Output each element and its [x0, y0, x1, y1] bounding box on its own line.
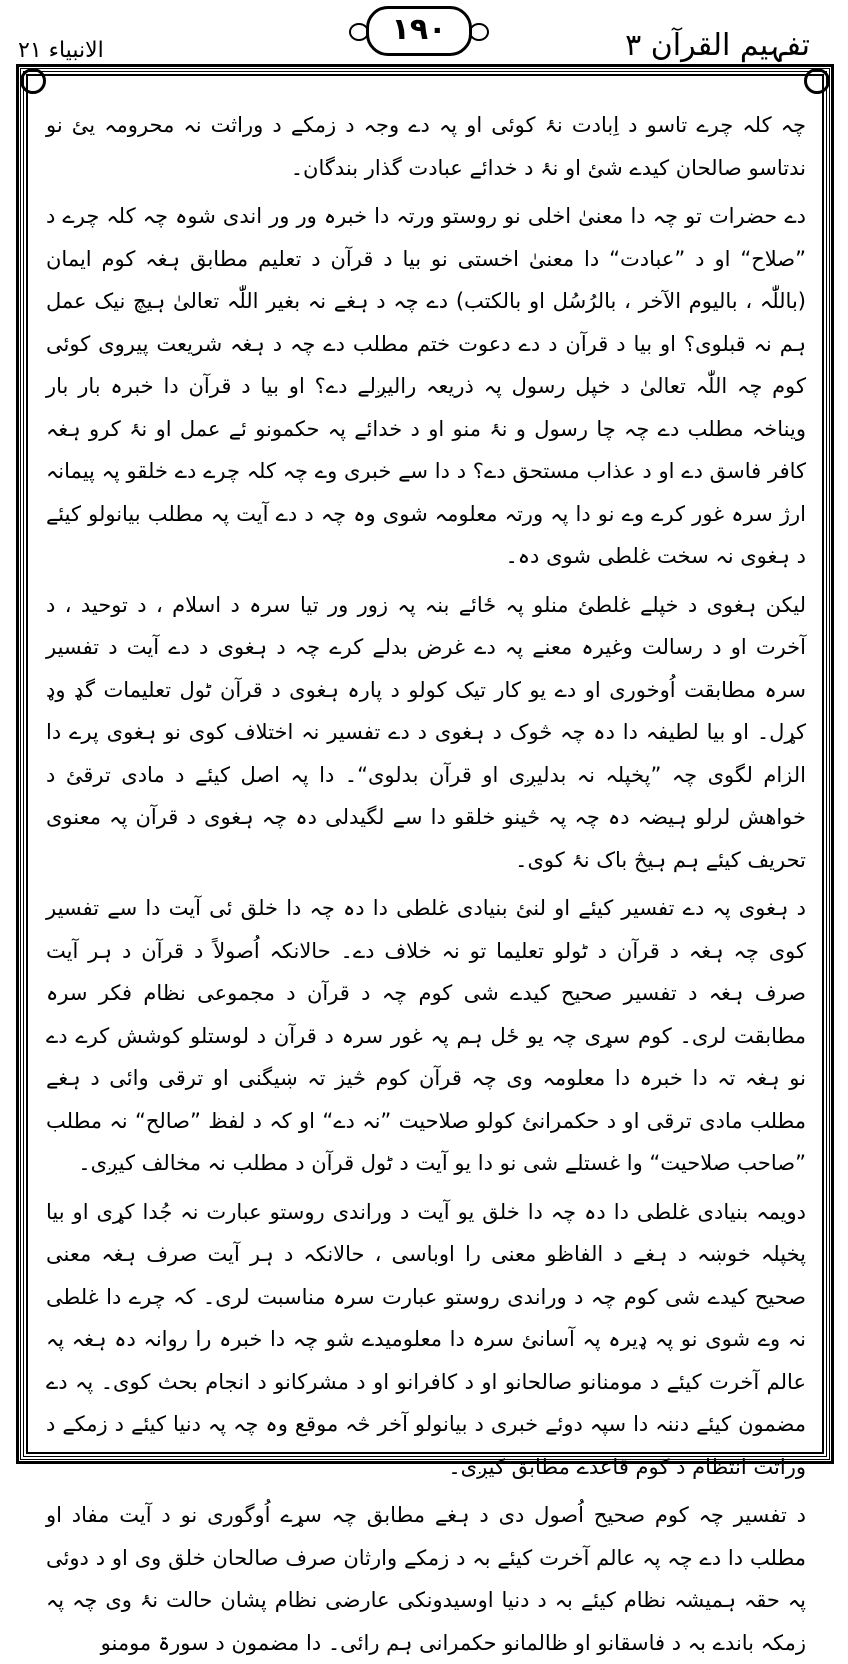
paragraph-text: دے حضرات تو چہ دا معنیٰ اخلی نو روستو ورتہ دا خبرہ ور ور اندی شوہ چہ کلہ چرے د ”صلاح“ او د ”عبادت“ دا معنیٰ اخستی نو بیا د قرآن د تعلیم مطابق ہغہ کوم ایمان (باللّٰہ ، بالیوم الآخر ، بالرُسُل او بالکتب) دے چہ د ہغے نہ بغیر اللّٰہ تعالیٰ ہیچ نیک عمل ہم نہ قبلوی؟ او بیا د قرآن د دے دعوت ختم مطلب دے چہ د ہغہ شریعت پیروی کوئی کوم چہ اللّٰہ تعالیٰ د خپل رسول پہ ذریعہ رالیږلے دے؟ او بیا د قرآن دا خبرہ بار بار ویناخہ مطلب دے چہ چا رسول و نۂ منو او د خدائے پہ حکمونو ئے عمل او نۂ کرو ہغہ کافر فاسق دے او د عذاب مستحق دے؟ د دا سے خبری وے چہ کلہ چرے دے خلقو پہ پیمانہ ارژ سرہ غور کرے وے نو دا پہ ورتہ معلومہ شوی وہ چہ د دے آیت پہ مطلب بیانولو کیئے د ہغوی نہ سخت غلطی شوی دہ۔ — [46, 204, 806, 568]
paragraph-text: چہ کلہ چرے تاسو د اِبادت نۂ کوئی او پہ دے وجہ د زمکے د وراثت نہ محرومہ یئ نو ندتاسو صالحان کیدے شئ او نۂ د خدائے عبادت گذار بندگان۔ — [46, 113, 806, 180]
corner-ornament-icon — [12, 60, 52, 100]
corner-ornament-icon — [796, 60, 836, 100]
badge-flourish-right — [469, 23, 489, 41]
paragraph-text: د ہغوی پہ دے تفسیر کیئے او لنئ بنیادی غلطی دا دہ چہ دا خلق ئی آیت دا سے تفسیر کوی چہ ہغہ د قرآن د ٹولو تعلیما تو نہ خلاف دے۔ حالانکہ اُصولاً د قرآن د ہر آیت صرف ہغہ د تفسیر صحیح کیدے شی کوم چہ د قرآن د مجموعی نظام فکر سرہ مطابقت لری۔ کوم سړی چہ یو ځل ہم پہ غور سرہ د قرآن د لوستلو کوشش کرے دے نو ہغہ تہ دا خبرہ دا معلومہ وی چہ قرآن کوم څیز تہ ښیگنی او ترقی وائی د ہغے مطلب مادی ترقی او د حکمرانئ کولو صلاحیت ”نہ دے“ او کہ د لفظ ”صالح“ نہ مطلب ”صاحب صلاحیت“ وا غستلے شی نو دا یو آیت د ٹول قرآن د مطلب نہ مخالف کیږی۔ — [46, 896, 806, 1175]
paragraph-text: لیکن ہغوی د خپلے غلطئ منلو پہ ځائے بنہ پہ زور ور تیا سرہ د اسلام ، د توحید ، د آخرت او د رسالت وغیرہ معنے پہ دے غرض بدلے کرے چہ د ہغوی د دے آیت د تفسیر سرہ مطابقت اُوخوری او دے یو کار تیک کولو د پارہ ہغوی د قرآن ٹول تعلیمات گډ وډ کړل۔ او بیا لطیفہ دا دہ چہ څوک د ہغوی د دے تفسیر نہ اختلاف کوی نو ہغوی پرے دا الزام لگوی چہ ”پخپلہ نہ بدلیږی او قرآن بدلوی“۔ دا پہ اصل کیئے د مادی ترقئ د خواهش لرلو ہیضہ دہ چہ پہ څینو خلقو دا سے لگیدلی دہ چہ ہغوی د قرآن پہ معنوی تحریف کیئے ہم ہیڅ باک نۂ کوی۔ — [46, 592, 806, 872]
surah-name-header: الانبیاء ۲۱ — [18, 38, 104, 63]
badge-flourish-left — [349, 23, 369, 41]
page-number-badge — [366, 6, 472, 56]
page-body-text — [46, 104, 806, 1655]
paragraph-text: د تفسیر چہ کوم صحیح اُصول دی د ہغے مطابق چہ سړے اُوگوری نو د آیت مفاد او مطلب دا دے چہ پہ عالم آخرت کیئے بہ د زمکے وارثان صرف صالحان خلق وی او د دوئی پہ حقہ ہمیشہ نظام کیئے بہ د دنیا اوسیدونکی عارضی نظام پشان حالت نۂ وی چہ پہ زمکہ باندے بہ د فاسقانو او ظالمانو حکمرانی ہم رائی۔ دا مضمون د سورۃ مومنو — [46, 1503, 806, 1655]
paragraph — [46, 584, 806, 882]
paragraph — [46, 1191, 806, 1489]
page-number: ۱۹۰ — [391, 12, 447, 47]
paragraph — [46, 887, 806, 1185]
paragraph — [46, 1494, 806, 1664]
paragraph-text: دویمہ بنیادی غلطی دا دہ چہ دا خلق یو آیت د وراندی روستو عبارت نہ جُدا کړی او بیا پخپلہ خوښہ د ہغے د الفاظو معنی را اوباسی ، حالانکہ د ہر آیت صرف ہغہ معنی صحیح کیدے شی کوم چہ د وراندی روستو عبارت سرہ مناسبت لری۔ کہ چرے دا غلطی نہ وے شوی نو پہ ډیرہ پہ آسانئ سرہ دا معلومیدے شو چہ دا خبرہ را روانہ دہ ہغہ پہ عالم آخرت کیئے د مومنانو صالحانو او د کافرانو او د مشرکانو د انجام بحث کوی۔ پہ دے مضمون کیئے دننہ دا سپہ دوئے خبری د بیانولو آخر څہ موقع وہ چہ پہ دنیا کیئے د زمکے د وراثت انتظام د کوم قاعدے مطابق کیږی۔ — [46, 1199, 806, 1479]
page-header — [0, 0, 848, 70]
paragraph — [46, 104, 806, 189]
book-title-header: تفہیم القرآن ۳ — [625, 28, 810, 63]
paragraph — [46, 195, 806, 578]
